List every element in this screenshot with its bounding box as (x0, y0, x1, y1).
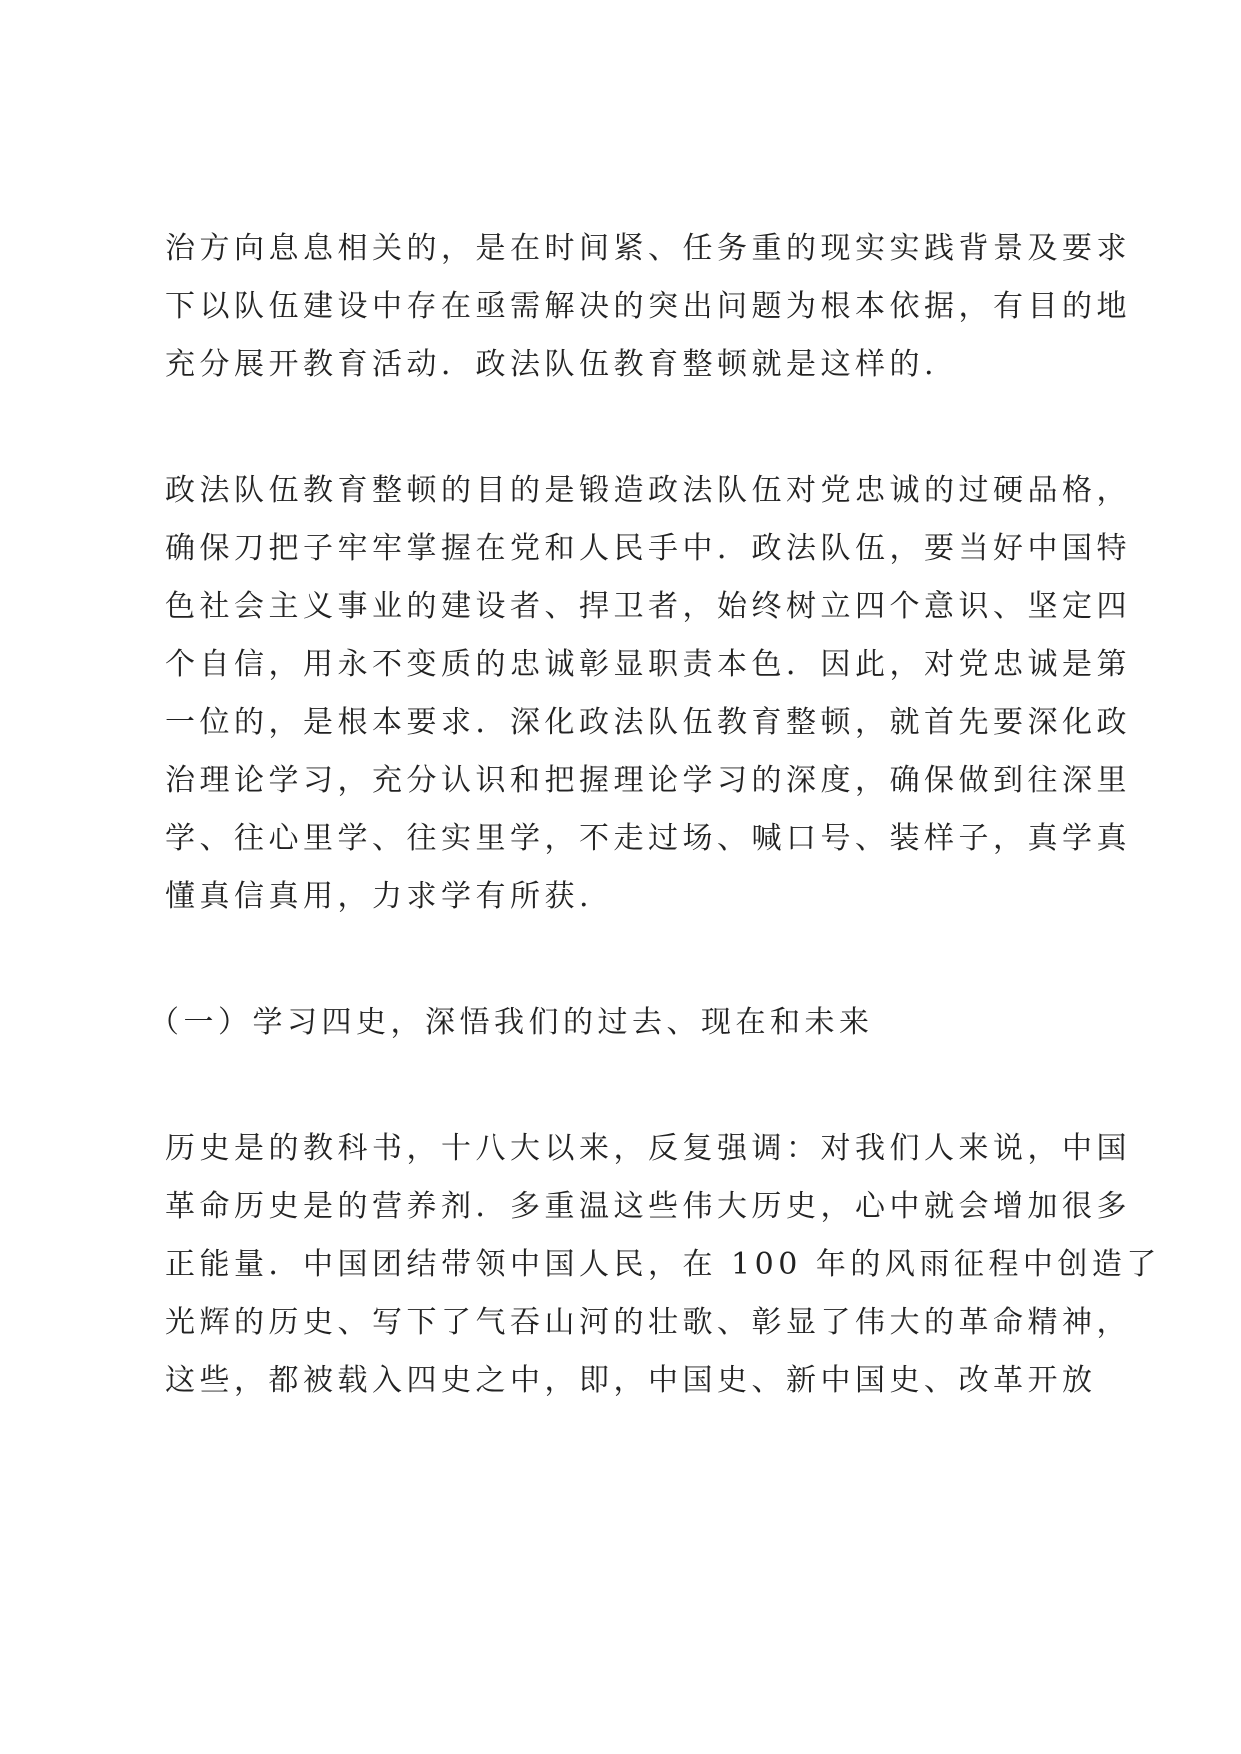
text-line: 个自信，用永不变质的忠诚彰显职责本色．因此，对党忠诚是第 (165, 647, 1131, 682)
text-line: 充分展开教育活动．政法队伍教育整顿就是这样的. (165, 347, 939, 382)
text-line: 光辉的历史、写下了气吞山河的壮歌、彰显了伟大的革命精神， (165, 1305, 1131, 1340)
document-page (149, 220, 1161, 1410)
section-heading (149, 994, 1085, 1052)
text-line: 确保刀把子牢牢掌握在党和人民手中．政法队伍，要当好中国特 (165, 531, 1131, 566)
text-line: 治方向息息相关的，是在时间紧、任务重的现实实践背景及要求 (165, 231, 1131, 266)
text-line: 学、往心里学、往实里学，不走过场、喊口号、装样子，真学真 (165, 821, 1131, 856)
paragraph-3 (165, 1120, 1161, 1410)
text-line: 历史是的教科书，十八大以来，反复强调：对我们人来说，中国 (165, 1131, 1131, 1166)
paragraph-1 (165, 220, 1131, 394)
text-line: 这些，都被载入四史之中，即，中国史、新中国史、改革开放 (165, 1363, 1097, 1398)
text-line: 政法队伍教育整顿的目的是锻造政法队伍对党忠诚的过硬品格， (165, 473, 1131, 508)
text-line: 一位的，是根本要求．深化政法队伍教育整顿，就首先要深化政 (165, 705, 1131, 740)
text-line: 正能量．中国团结带领中国人民，在 100 年的风雨征程中创造了 (165, 1247, 1161, 1282)
text-line: 懂真信真用，力求学有所获. (165, 879, 594, 914)
text-line: 治理论学习，充分认识和把握理论学习的深度，确保做到往深里 (165, 763, 1131, 798)
paragraph-2 (165, 462, 1131, 926)
heading-text: （一）学习四史，深悟我们的过去、现在和未来 (149, 1005, 874, 1040)
text-line: 下以队伍建设中存在亟需解决的突出问题为根本依据，有目的地 (165, 289, 1131, 324)
text-line: 革命历史是的营养剂．多重温这些伟大历史，心中就会增加很多 (165, 1189, 1131, 1224)
text-line: 色社会主义事业的建设者、捍卫者，始终树立四个意识、坚定四 (165, 589, 1131, 624)
